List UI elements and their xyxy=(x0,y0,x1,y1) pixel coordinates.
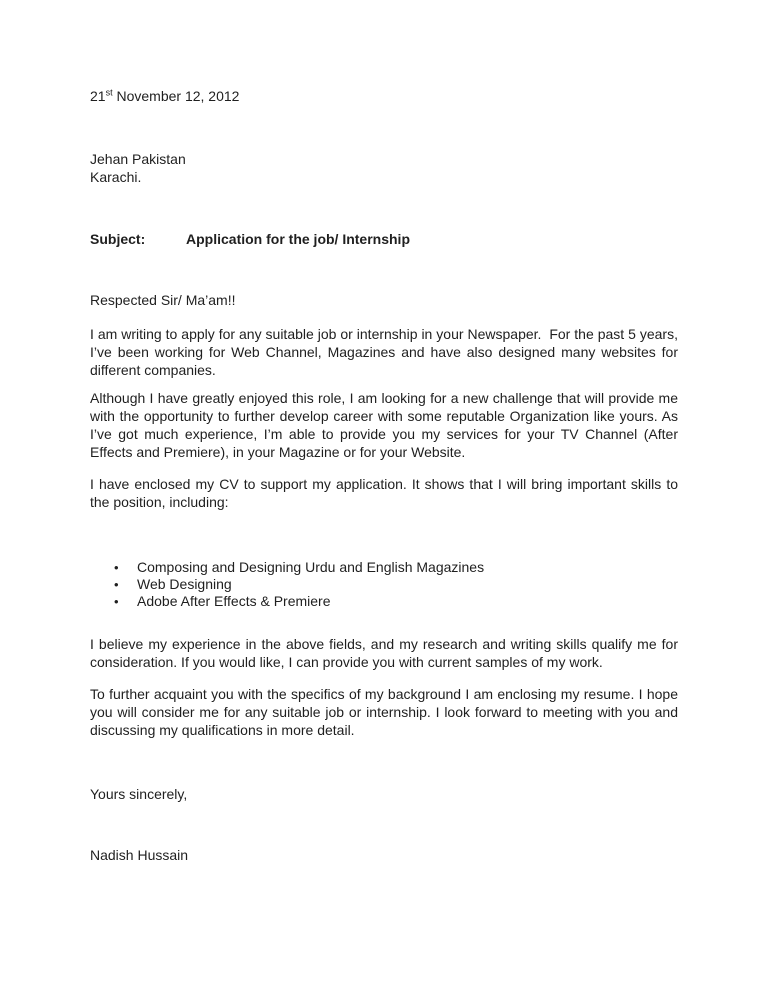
body-paragraph: I am writing to apply for any suitable job or internship in your Newspaper. For the past 5 years, I’ve been working for Web Channel, Magazines and have also designed many websites for different companies. xyxy=(90,326,678,378)
body-paragraph: Although I have greatly enjoyed this role, I am looking for a new challenge that will provide me with the opportunity to further develop career with some reputable Organization like yours. As I’ve got much experience, I’m able to provide you my services for your TV Channel (After Effects and Premiere), in your Magazine or for your Website. xyxy=(90,390,678,460)
skills-list xyxy=(90,559,678,610)
bullet-icon: • xyxy=(114,577,119,592)
date-rest: November 12, 2012 xyxy=(112,88,240,104)
skill-label: Adobe After Effects & Premiere xyxy=(137,593,331,609)
date-day: 21 xyxy=(90,88,106,104)
recipient-name: Jehan Pakistan xyxy=(90,151,186,167)
bullet-icon: • xyxy=(114,560,119,575)
skill-item xyxy=(90,576,678,593)
body-paragraph: I have enclosed my CV to support my application. It shows that I will bring important skills to the position, including: xyxy=(90,476,678,510)
subject-line xyxy=(90,230,678,248)
date-line xyxy=(90,87,678,105)
recipient-city: Karachi. xyxy=(90,169,142,185)
body-paragraph: To further acquaint you with the specifics of my background I am enclosing my resume. I hope you will consider me for any suitable job or internship. I look forward to meeting with you and discussing my qualifications in more detail. xyxy=(90,686,678,738)
skill-item xyxy=(90,593,678,610)
subject-value: Application for the job/ Internship xyxy=(186,231,410,247)
salutation: Respected Sir/ Ma’am!! xyxy=(90,292,236,308)
ordinal-superscript: st xyxy=(105,87,113,98)
signature: Nadish Hussain xyxy=(90,847,189,863)
bullet-icon: • xyxy=(114,594,119,609)
valediction: Yours sincerely, xyxy=(90,786,188,802)
skill-item xyxy=(90,559,678,576)
skill-label: Web Designing xyxy=(137,576,232,592)
recipient-block xyxy=(90,150,678,186)
subject-label: Subject: xyxy=(90,231,146,247)
body-paragraph: I believe my experience in the above fields, and my research and writing skills qualify me for consideration. If you would like, I can provide you with current samples of my work. xyxy=(90,636,678,670)
skill-label: Composing and Designing Urdu and English Magazines xyxy=(137,559,485,575)
